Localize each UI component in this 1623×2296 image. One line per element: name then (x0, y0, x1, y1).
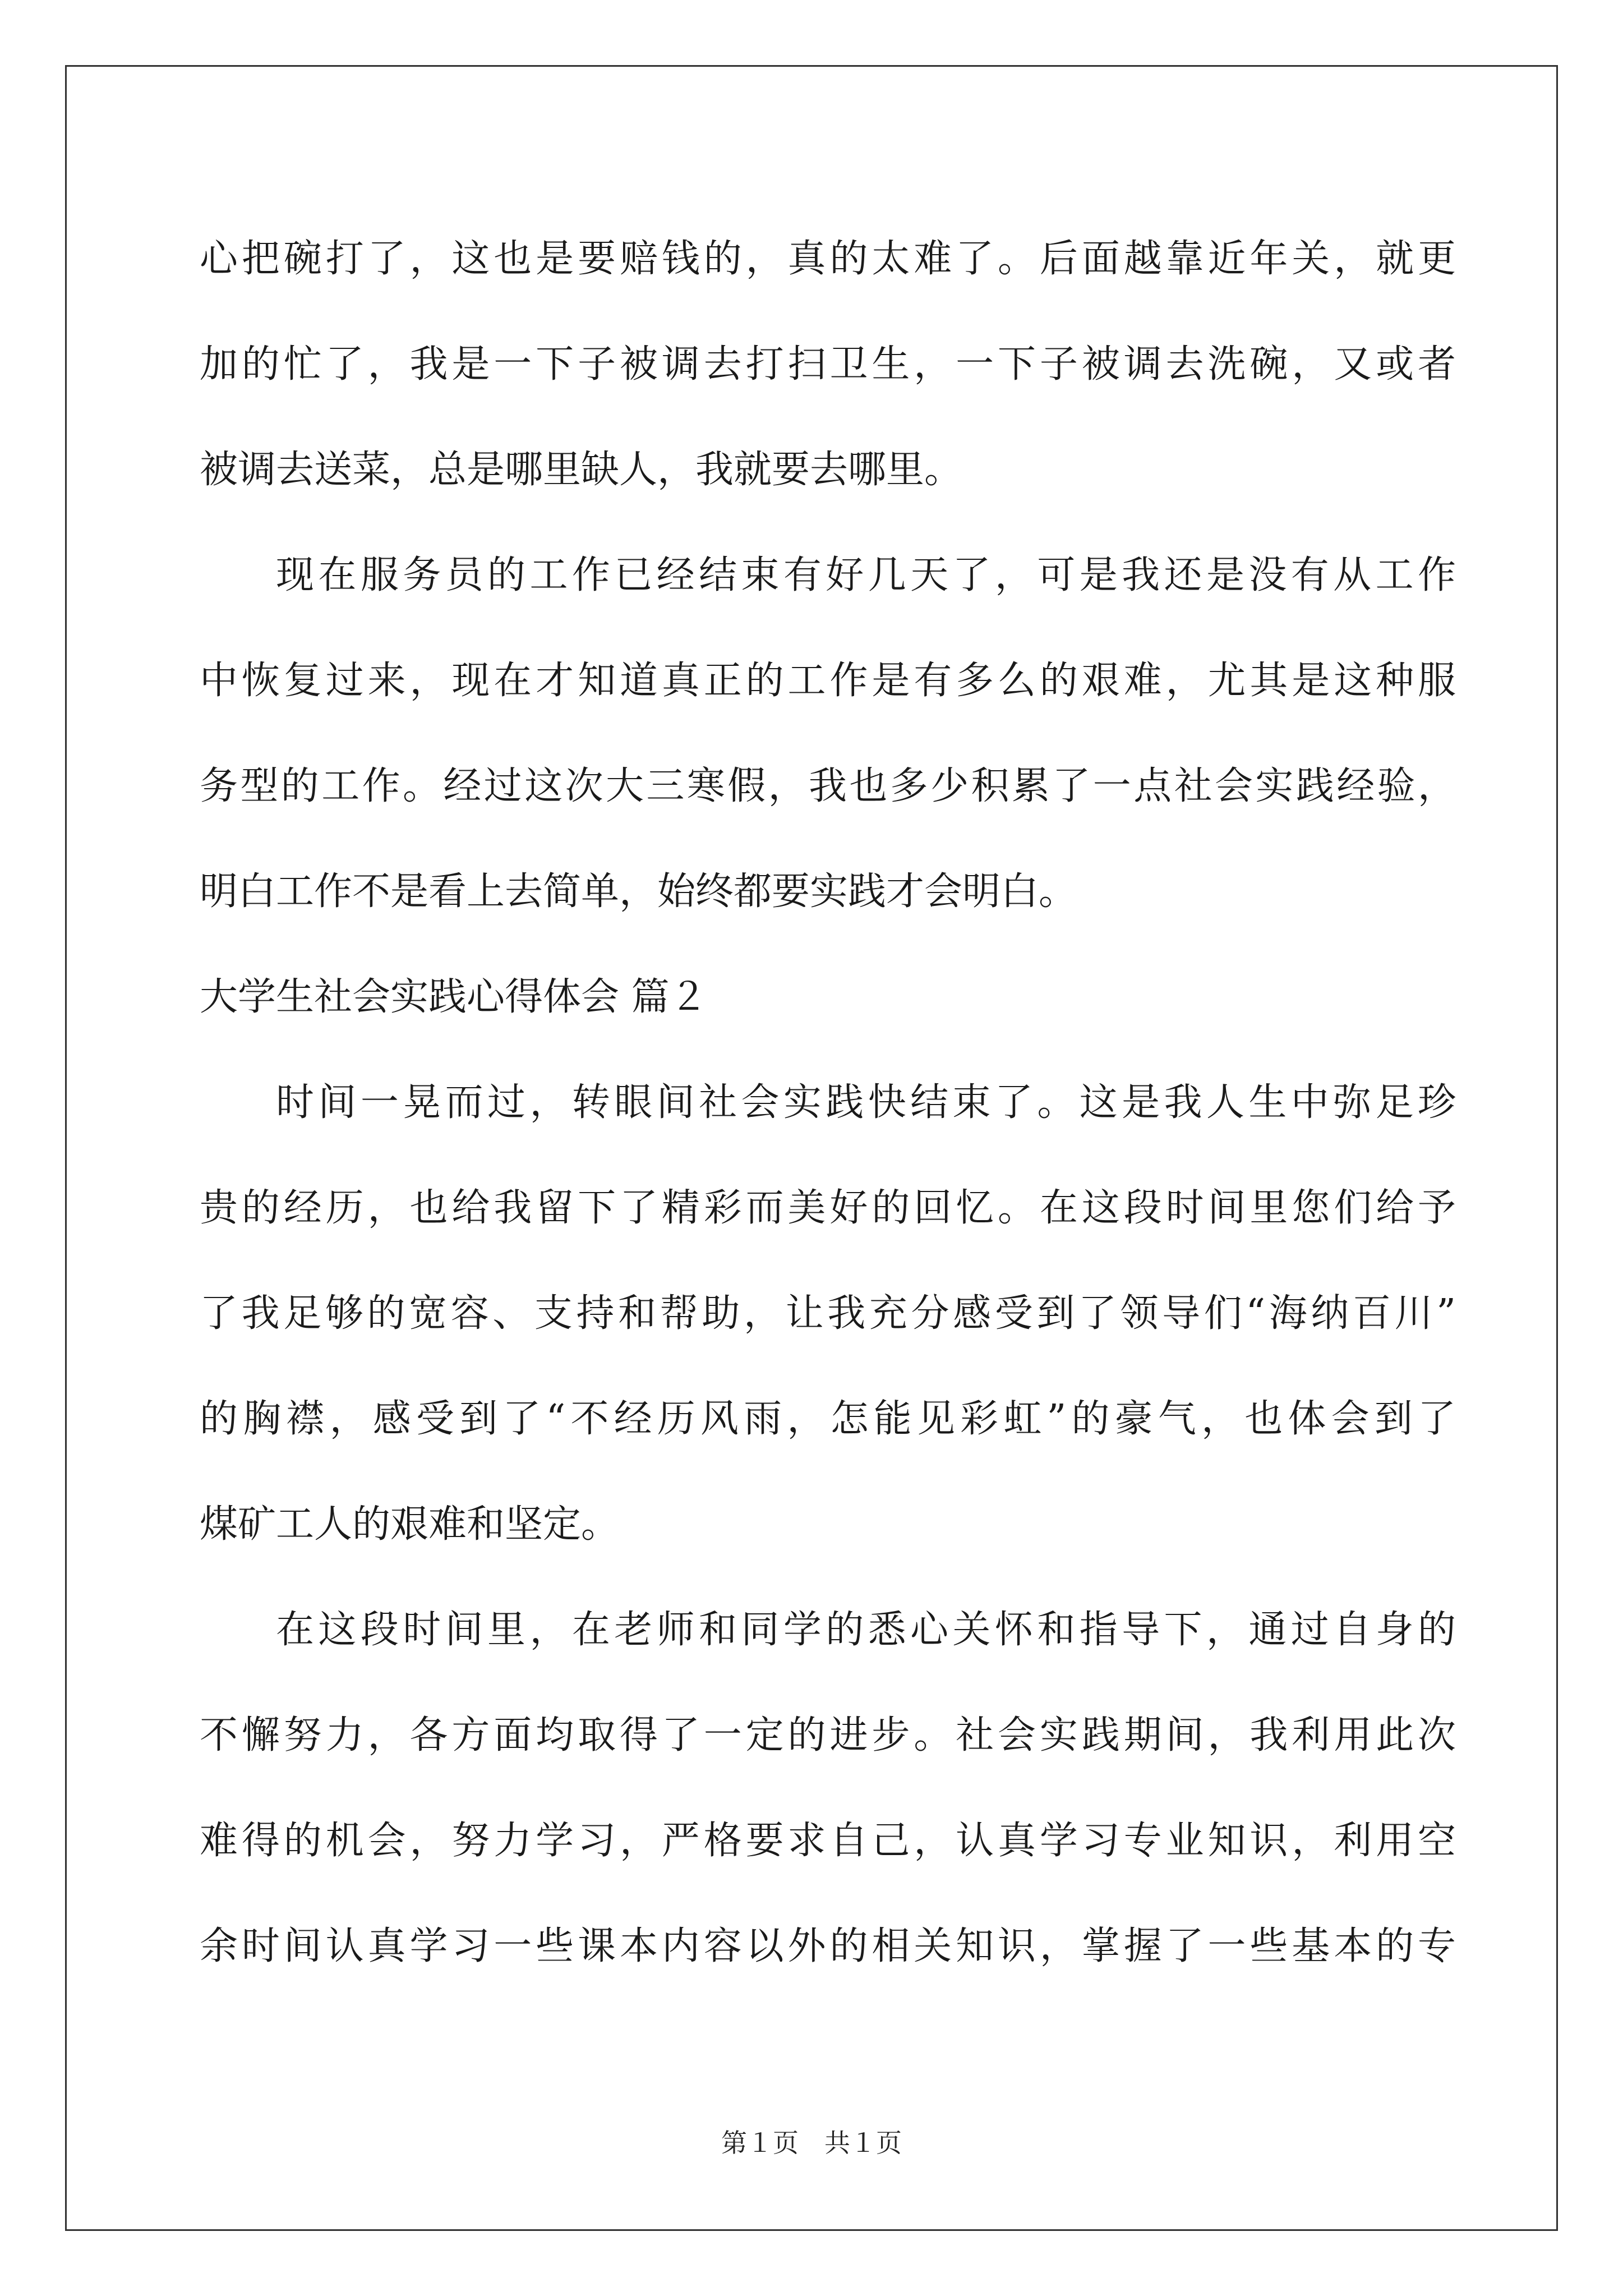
page-footer: 第１页 共１页 (721, 2128, 902, 2158)
text-line: 加的忙了，我是一下子被调去打扫卫生，一下子被调去洗碗，又或者 (200, 342, 1456, 386)
text-line: 务型的工作。经过这次大三寒假，我也多少积累了一点社会实践经验， (200, 764, 1456, 808)
text-line: 余时间认真学习一些课本内容以外的相关知识，掌握了一些基本的专 (200, 1924, 1456, 1968)
text-line: 现在服务员的工作已经结束有好几天了，可是我还是没有从工作 (276, 553, 1456, 597)
text-line: 时间一晃而过，转眼间社会实践快结束了。这是我人生中弥足珍 (276, 1080, 1456, 1125)
text-line: 被调去送菜，总是哪里缺人，我就要去哪里。 (200, 448, 963, 492)
text-line: 煤矿工人的艰难和坚定。 (200, 1502, 620, 1547)
section-heading: 大学生社会实践心得体会 篇２ (200, 975, 708, 1019)
text-line: 明白工作不是看上去简单，始终都要实践才会明白。 (200, 869, 1077, 914)
text-line: 心把碗打了，这也是要赔钱的，真的太难了。后面越靠近年关，就更 (200, 237, 1456, 281)
text-line: 贵的经历，也给我留下了精彩而美好的回忆。在这段时间里您们给予 (200, 1186, 1456, 1230)
text-line: 难得的机会，努力学习，严格要求自己，认真学习专业知识，利用空 (200, 1819, 1456, 1863)
text-line: 在这段时间里，在老师和同学的悉心关怀和指导下，通过自身的 (276, 1608, 1456, 1652)
document-body (200, 206, 1456, 1999)
text-line: 不懈努力，各方面均取得了一定的进步。社会实践期间，我利用此次 (200, 1713, 1456, 1757)
text-line: 了我足够的宽容、支持和帮助，让我充分感受到了领导们“海纳百川” (200, 1291, 1456, 1336)
text-line: 中恢复过来，现在才知道真正的工作是有多么的艰难，尤其是这种服 (200, 659, 1456, 703)
text-line: 的胸襟，感受到了“不经历风雨，怎能见彩虹”的豪气，也体会到了 (200, 1397, 1456, 1441)
